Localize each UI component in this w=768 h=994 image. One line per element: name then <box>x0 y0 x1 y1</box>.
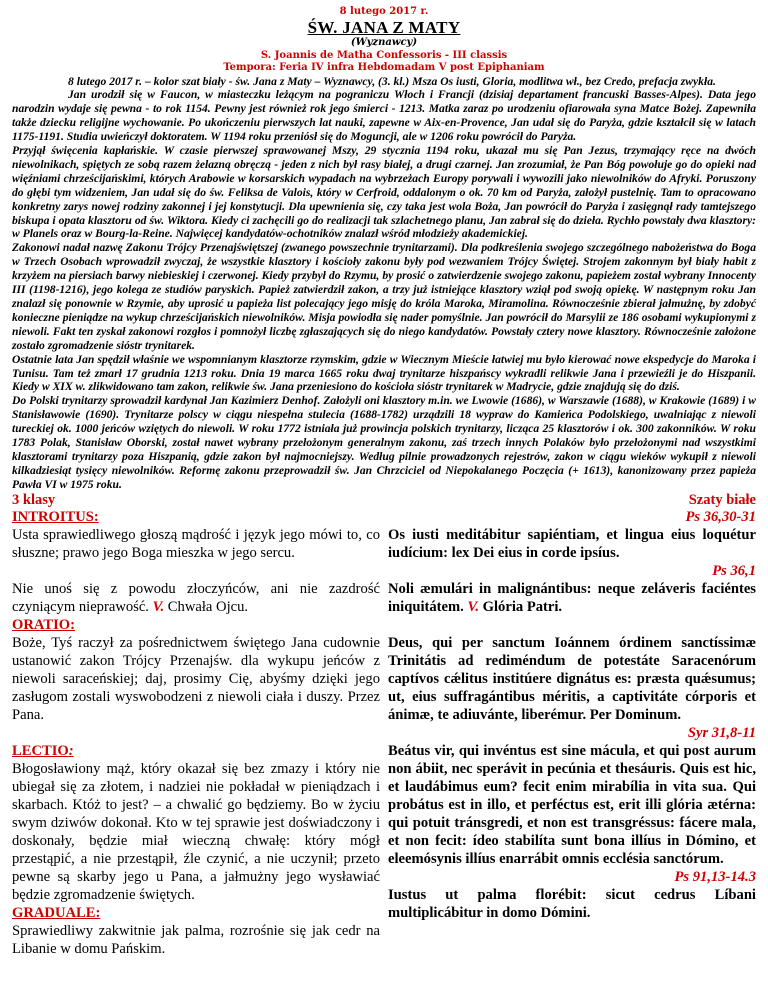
tempora: Tempora: Feria IV infra Hebdomadam V post Epiphaniam <box>223 62 545 73</box>
saint-rank: (Wyznawcy) <box>350 37 418 48</box>
lectio-la: Beátus vir, qui invéntus est sine mácula, et qui post aurum non ábiit, nec sperávit in pecúnia et thesáuris. Quis est hic, et laudábimus eum? fecit enim mirabília in vita sua. Qui probátus est in illo, et perféctus est, erit illi glória ætérna: qui potuit tránsgredi, et non est transgréssus: fácere mala, et non fecit: ídeo stabilíta sunt bona illíus in Dómino, et eleemósynis illíus enarrábit omnis ecclésia sanctórum. <box>388 742 756 867</box>
intro-paragraph: Do Polski trynitarzy sprowadził kardynał Jan Kazimierz Denhof. Założyli oni klasztory m.in. we Lwowie (1686), w Warszawie (1688), w Krakowie (1689) i w Stanisławowie (1690). Trynitarze polscy w ciągu niespełna stulecia (1688-1782) urządzili 18 wypraw do Kamieńca Podolskiego, uwalniając z niewoli tureckiej ok. 1000 jeńców wziętych do niewoli. W roku 1772 istniała już prowincja polskich trynitarzy, licząca 25 klasztorów i ok. 300 zakonników. W roku 1783 Polak, Stanisław Oborski, został nawet wybrany przełożonym generalnym zakonu, zaś trzech innych Polaków było przełożonymi nad wszystkimi klasztorami trynitarzy poza Hiszpanią, gdzie zakon był najmocniejszy. Według pilnie prowadzonych rejestrów, zakon w ciągu wieków wykupił z niewoli kilkadziesiąt tysięcy niewolników. Reformę zakonu przeprowadził św. Jan Chrzciciel od Niepokalanego Poczęcia (+ 1613), kanonizowany przez papieża Pawła VI w 1975 roku. <box>12 394 756 491</box>
polish-column <box>12 724 380 958</box>
versicle-mark: V. <box>152 598 165 615</box>
polish-column <box>12 508 380 616</box>
introitus-la-2: Noli æmulári in malignántibus: neque zeláveris faciéntes iniquitátem. V. Glória Patri. <box>388 580 756 615</box>
introitus-section <box>12 508 756 616</box>
oratio-pl: Boże, Tyś raczył za pośrednictwem świętego Jana cudownie ustanowić zakon Trójcy Przenajśw. dla wykupu jeńców z niewoli saraceńskiej; daj, prosimy Cię, abyśmy dzięki jego zasługom zostali wyswobodzeni z niewoli ciała i duszy. Przez Pana. <box>12 634 380 723</box>
graduale-heading: GRADUALE: <box>12 904 101 921</box>
latin-column <box>388 508 756 616</box>
lectio-pl: Błogosławiony mąż, który okazał się bez zmazy i który nie ubiegał się za złotem, i nadziei nie pokładał w pieniądzach i skarbach. Któż to jest? – a chwalić go będziemy. Bo w życiu swym dziwów dokonał. Kto w tej sprawie jest doświadczony i doskonały, będzie miał wieczną chwałę: który mógł przestąpić, a nie przestąpił, źle czynić, a nie uczynił; przeto pewne są skarby jego u Pana, a jałmużny jego wysławiać będzie zgromadzenie świętych. <box>12 760 380 903</box>
intro-paragraph: Ostatnie lata Jan spędził właśnie we wspomnianym klasztorze rzymskim, gdzie w Wiecznym Mieście łatwiej mu było kierować nowe ekspedycje do Maroka i Tunisu. Tam też zmarł 17 grudnia 1213 roku. Dnia 19 marca 1665 roku dwaj trynitarze hiszpańscy wykradli relikwie Jana i przewieźli je do Hiszpanii. Kiedy w XIX w. zlikwidowano tam zakon, relikwie św. Jana przeniesiono do kościoła sióstr trynitarek w Madrycie, gdzie znajdują się do dziś. <box>12 352 756 394</box>
lectio-section <box>12 724 756 958</box>
graduale-ref: Ps 91,13-14.3 <box>674 868 756 885</box>
versicle-mark: V. <box>467 598 479 615</box>
intro-paragraph: Jan urodził się w Faucon, w miasteczku leżącym na pograniczu Włoch i Francji (dzisiaj departament francuski Basses-Alpes). Data jego narodzin wydaje się pewna - to rok 1154. Pewny jest również rok jego śmierci - 1213. Matka zaraz po urodzeniu ofiarowała syna Matce Bożej. Zapewniła także dziecku religijne wychowanie. Po ukończeniu pierwszych lat nauki, zapewne w Aix-en-Provence, Jan udał się do Paryża, gdzie kształcił się w latach 1175-1191. Studia uwieńczył doktoratem. W 1194 roku przeniósł się do Moguncji, ale w 1206 roku powrócił do Paryża. <box>12 88 756 144</box>
oratio-section <box>12 616 756 724</box>
introitus-heading: INTROITUS: <box>12 508 99 525</box>
polish-column <box>12 616 380 724</box>
intro-paragraph: Zakonowi nadał nazwę Zakonu Trójcy Przenajświętszej (zwanego powszechnie trynitarzami). Dla podkreślenia swojego szczególnego nabożeństwa do Boga w Trzech Osobach wprowadził zwyczaj, że wszystkie klasztory i kościoły zakonu były pod wezwaniem Trójcy Świętej. Strojem zakonnym był biały habit z krzyżem na piersiach barwy niebieskiej i czerwonej. Kiedy przybył do Rzymu, by prosić o zatwierdzenie swojego zakonu, papieżem został wybrany Innocenty III (1198-1216), jego kolega ze studiów paryskich. Papież zatwierdził zakon, a trzy już istniejące klasztory wziął pod swoją opiekę. W następnym roku Jan znalazł się ponownie w Rzymie, aby uprosić u papieża list polecający jego misję do króla Maroka, Miramolina. Równocześnie zbierał jałmużnę, by zdobyć konieczne pieniądze na wykup chrześcijańskich niewolników. Misja powiodła się nader pomyślnie. Jan powrócił do Marsylii ze 186 osobami wykupionymi z niewoli. Fakt ten zyskał zakonowi rozgłos i pomnożył liczbę zgłaszających się do niego kandydatów. Powstały cztery nowe klasztory. Równocześnie założone zostało zgromadzenie sióstr trynitarek. <box>12 241 756 352</box>
graduale-pl: Sprawiedliwy zakwitnie jak palma, rozrośnie się jak cedr na Libanie w domu Pańskim. <box>12 922 380 957</box>
introitus-ref-2: Ps 36,1 <box>712 562 756 579</box>
intro-paragraph: Przyjął święcenia kapłańskie. W czasie pierwszej sprawowanej Mszy, 29 stycznia 1194 roku, ukazał mu się Pan Jezus, trzymający ręce na dwóch niewolnikach, spiętych ze sobą razem żelazną obręczą - jeden z nich był rasy białej, a drugi czarnej. Jan zrozumiał, że Pan Bóg powołuje go do opieki nad więźniami chrześcijańskimi, których Arabowie w korsarskich wypadach na wybrzeżach Europy porywali i wywozili jako niewolników do Afryki. Poruszony do głębi tym widzeniem, Jan udał się do św. Feliksa de Valois, który w Cerfroid, oddalonym o ok. 70 km od Paryża, założył pustelnię. Tam to opracowano konkretny zarys nowej rodziny zakonnej i jej konstytucji. Dla upewnienia się, czy taka jest wola Boża, Jan powrócił do Paryża i zasięgnął rady tamtejszego biskupa i opata klasztoru od św. Wiktora. Kiedy ci zachęcili go do realizacji tak szlachetnego planu, Jan zabrał się do dzieła. Rychło powstały dwa klasztory: w Planels oraz w Bourg-la-Reine. Najwięcej kandydatów-ochotników znalazł wśród młodzieży akademickiej. <box>12 144 756 241</box>
latin-column <box>388 724 756 958</box>
latin-column <box>388 616 756 724</box>
missal-page <box>12 0 756 958</box>
intro-paragraph: 8 lutego 2017 r. – kolor szat biały - św. Jana z Maty – Wyznawcy, (3. kl.) Msza Os iusti, Gloria, modlitwa wł., bez Credo, prefacja zwykła. <box>68 74 716 88</box>
oratio-heading: ORATIO: <box>12 616 75 633</box>
lectio-ref: Syr 31,8-11 <box>687 724 756 741</box>
vestment-color-label: Szaty białe <box>688 491 756 508</box>
oratio-la: Deus, qui per sanctum Ioánnem órdinem sanctíssimæ Trinitátis ad rediméndum de potestáte Saracenórum captívos cǽlitus institúere dignátus es: præsta quǽsumus; ut, eius suffragántibus méritis, a captivitáte córporis et ánimæ, te adiuvánte, liberémur. Per Dominum. <box>388 634 756 723</box>
introitus-pl-1: Usta sprawiedliwego głoszą mądrość i język jego mówi to, co słuszne; prawo jego Boga mieszka w jego sercu. <box>12 526 380 561</box>
introitus-la-1: Os iusti meditábitur sapiéntiam, et lingua eius loquétur iudícium: lex Dei eius in corde ipsíus. <box>388 526 756 561</box>
class-line <box>12 492 756 508</box>
page-date: 8 lutego 2017 r. <box>339 6 429 17</box>
intro-text <box>12 75 756 492</box>
introitus-pl-2: Nie unoś się z powodu złoczyńców, ani nie zazdrość czyniącym nieprawość. V. Chwała Ojcu. <box>12 580 380 615</box>
graduale-la: Iustus ut palma florébit: sicut cedrus Líbani multiplicábitur in domo Dómini. <box>388 886 756 921</box>
page-title: ŚW. JANA Z MATY <box>307 18 461 37</box>
lectio-heading: LECTIO: <box>12 742 74 759</box>
latin-title: S. Joannis de Matha Confessoris - III classis <box>260 49 508 61</box>
class-label: 3 klasy <box>12 491 56 508</box>
introitus-ref: Ps 36,30-31 <box>685 508 756 525</box>
